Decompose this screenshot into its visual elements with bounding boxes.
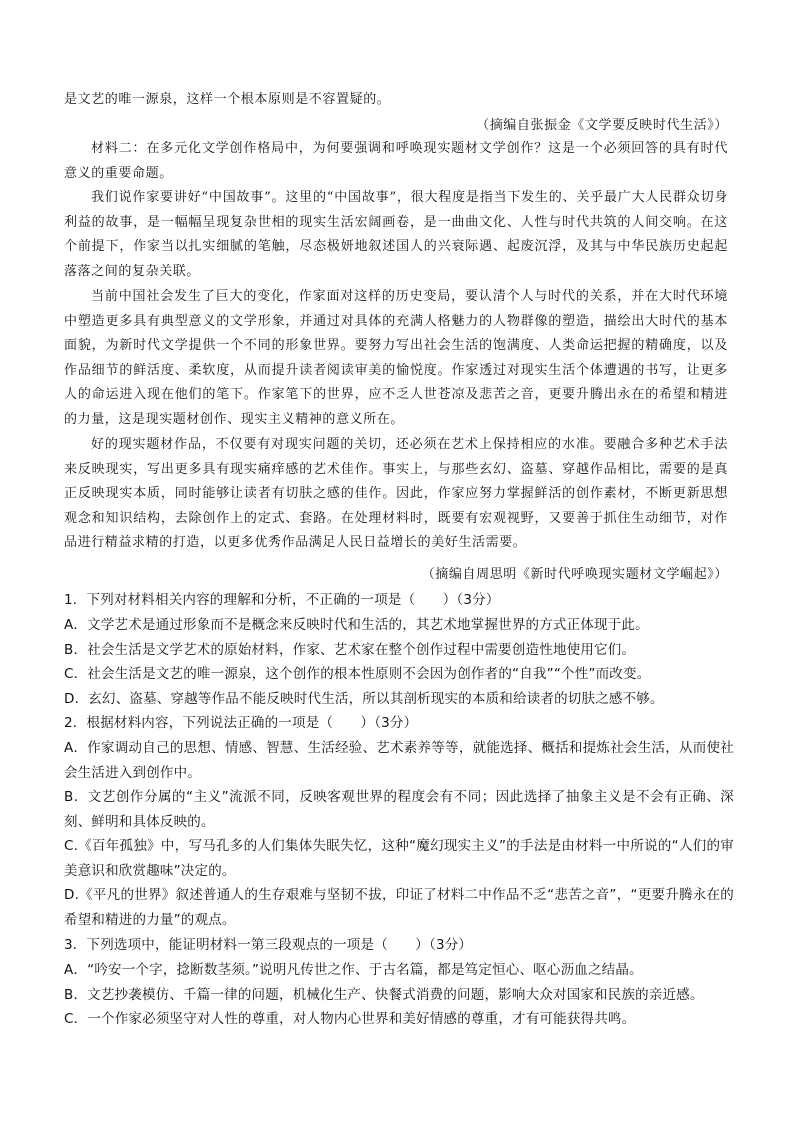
passage-paragraph-continuation: 是文艺的唯一源泉，这样一个根本原则是不容置疑的。: [64, 92, 391, 107]
question-2-option-b: B．文艺创作分属的“主义”流派不同，反映客观世界的程度会有不同；因此选择了抽象主义是不会有正确、深刻、鲜明和具体反映的。: [64, 789, 734, 830]
question-2-option-c: C.《百年孤独》中，写马孔多的人们集体失眠失忆，这种“魔幻现实主义”的手法是由材料一中所说的“人们的审美意识和欣赏趣味”决定的。: [64, 838, 734, 879]
passage-paragraph-chinese-story: 我们说作家要讲好“中国故事”。这里的“中国故事”，很大程度是指当下发生的、关乎最广大人民群众切身利益的故事，是一幅幅呈现复杂世相的现实生活宏阔画卷，是一曲曲文化、人性与时代共筑的人间交响。在这个前提下，作家当以扎实细腻的笔触，尽态极妍地叙述国人的兴衰际遇、起废沉浮，及其与中华民族历史起起落落之间的复杂关联。: [64, 190, 728, 279]
question-1-option-d: D．玄幻、盗墓、穿越等作品不能反映时代生活，所以其剖析现实的本质和给读者的切肤之感不够。: [64, 691, 664, 707]
question-3-option-b: B．文艺抄袭模仿、千篇一律的问题，机械化生产、快餐式消费的问题，影响大众对国家和民族的亲近感。: [64, 987, 704, 1003]
question-1-option-a: A．文学艺术是通过形象而不是概念来反映时代和生活的，其艺术地掌握世界的方式正体现于此。: [64, 617, 649, 633]
question-3-stem: 3．下列选项中，能证明材料一第三段观点的一项是（ ）（3分）: [64, 937, 473, 953]
question-1-option-b: B．社会生活是文学艺术的原始材料，作家、艺术家在整个创作过程中需要创造性地使用它们。: [64, 642, 636, 658]
question-1-option-c: C．社会生活是文艺的唯一源泉，这个创作的根本性原则不会因为创作者的“自我”“个性”而改变。: [64, 666, 651, 682]
source-citation-1: （摘编自张振金《文学要反映时代生活》）: [476, 118, 728, 133]
question-2-option-d: D.《平凡的世界》叙述普通人的生存艰难与坚韧不拔，印证了材料二中作品不乏“悲苦之音”，“更要升腾永在的希望和精进的力量”的观点。: [64, 887, 734, 928]
question-3-option-c: C．一个作家必须坚守对人性的尊重，对人物内心世界和美好情感的尊重，才有可能获得共鸣。: [64, 1011, 636, 1027]
passage-paragraph-social-change: 当前中国社会发生了巨大的变化，作家面对这样的历史变局，要认清个人与时代的关系，并在大时代环境中塑造更多具有典型意义的文学形象，并通过对具体的充满人格魅力的人物群像的塑造，描绘出大时代的基本面貌，为新时代文学提供一个不同的形象世界。要努力写出社会生活的饱满度、人类命运把握的精确度，以及作品细节的鲜活度、柔软度，从而提升读者阅读审美的愉悦度。作家透过对现实生活个体遭遇的书写，让更多人的命运进入现在他们的笔下。作家笔下的世界，应不乏人世苍凉及悲苦之音，更要升腾出永在的希望和精进的力量，这是现实题材创作、现实主义精神的意义所在。: [64, 289, 728, 427]
source-citation-2: （摘编自周思明《新时代呼唤现实题材文学崛起》）: [421, 567, 728, 582]
passage-paragraph-good-works: 好的现实题材作品，不仅要有对现实问题的关切，还必须在艺术上保持相应的水准。要融合多种艺术手法来反映现实，写出更多具有现实痛痒感的艺术佳作。事实上，与那些玄幻、盗墓、穿越作品相比，需要的是真正反映现实本质，同时能够让读者有切肤之感的佳作。因此，作家应努力掌握鲜活的创作素材，不断更新思想观念和知识结构，去除创作上的定式、套路。在处理材料时，既要有宏观视野，又要善于抓住生动细节，对作品进行精益求精的打造，以更多优秀作品满足人民日益增长的美好生活需要。: [64, 437, 728, 551]
question-2-stem: 2．根据材料内容，下列说法正确的一项是（ ）（3分）: [64, 715, 418, 731]
passage-paragraph-material-two: 材料二：在多元化文学创作格局中，为何要强调和呼唤现实题材文学创作？这是一个必须回答的具有时代意义的重要命题。: [64, 141, 728, 181]
question-3-option-a: A．“吟安一个字，捻断数茎须。”说明凡传世之作、于古名篇，都是笃定恒心、呕心沥血之结晶。: [64, 962, 643, 978]
question-1-stem: 1．下列对材料相关内容的理解和分析，不正确的一项是（ ）（3分）: [64, 592, 500, 608]
question-2-option-a: A．作家调动自己的思想、情感、智慧、生活经验、艺术素养等等，就能选择、概括和提炼社会生活，从而使社会生活进入到创作中。: [64, 740, 734, 781]
